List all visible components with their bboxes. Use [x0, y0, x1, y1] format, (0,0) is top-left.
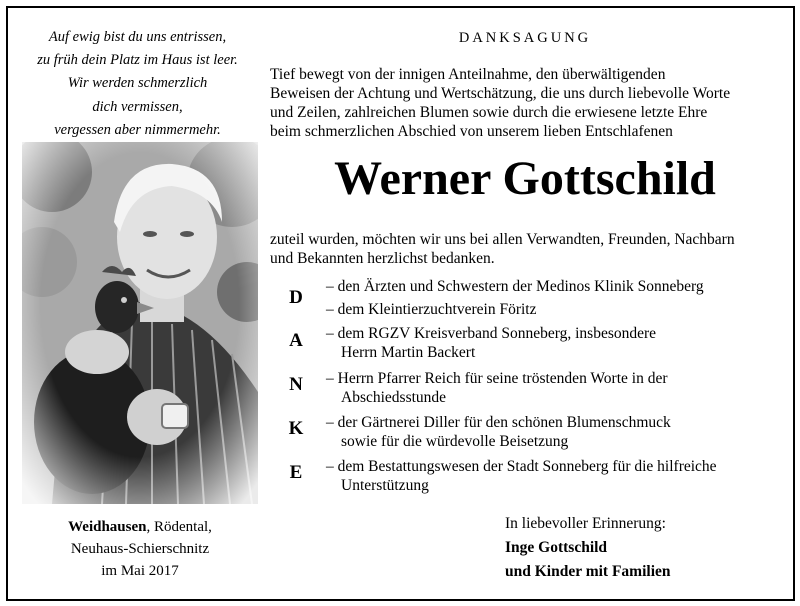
danke-item: [326, 300, 786, 319]
poem-line: vergessen aber nimmermehr.: [54, 121, 221, 138]
intro-line: Beweisen der Achtung und Wertschätzung, die uns durch liebevolle Worte: [270, 85, 731, 102]
signer-family: und Kinder mit Familien: [505, 563, 671, 580]
danke-item: [326, 457, 786, 495]
signer-name: Inge Gottschild: [505, 539, 608, 556]
danke-item-line: – den Ärzten und Schwestern der Medinos Klinik Sonneberg: [326, 278, 704, 295]
intro-line: beim schmerzlichen Abschied von unserem lieben Entschlafenen: [270, 123, 673, 140]
thanks-line: und Bekannten herzlichst bedanken.: [270, 250, 495, 267]
danke-item: [326, 369, 786, 407]
danke-item-line: – dem Bestattungswesen der Stadt Sonneberg für die hilfreiche: [326, 458, 717, 475]
poem-line: dich vermissen,: [92, 98, 183, 115]
danke-item: [326, 324, 786, 362]
portrait-photo: [22, 142, 258, 504]
danke-letter: A: [289, 330, 303, 351]
poem-line: zu früh dein Platz im Haus ist leer.: [37, 52, 238, 69]
thanks-text: [270, 230, 790, 268]
poem-line: Wir werden schmerzlich: [67, 75, 208, 92]
intro-text: [270, 65, 790, 141]
danke-item-line: – Herrn Pfarrer Reich für seine tröstenden Worte in der: [326, 370, 668, 387]
closing-intro: In liebevoller Erinnerung:: [505, 515, 666, 532]
portrait-illustration: [22, 142, 258, 504]
danke-item-line: sowie für die würdevolle Beisetzung: [341, 433, 569, 450]
notice-heading: DANKSAGUNG: [458, 30, 592, 46]
memorial-poem: [20, 26, 255, 142]
thanks-line: zuteil wurden, möchten wir uns bei allen Verwandten, Freunden, Nachbarn: [270, 231, 735, 248]
danke-item-line: Herrn Martin Backert: [341, 344, 476, 361]
danke-item-line: – dem Kleintierzuchtverein Föritz: [326, 301, 537, 318]
danke-letter: K: [288, 418, 304, 439]
danke-letter: N: [289, 374, 303, 395]
place-line-1: [20, 516, 260, 538]
danke-letter: D: [289, 287, 303, 308]
danke-letter: E: [289, 462, 303, 483]
poem-line: Auf ewig bist du uns entrissen,: [48, 29, 227, 45]
date-line: im Mai 2017: [101, 563, 179, 579]
place-line-2: Neuhaus-Schierschnitz: [70, 541, 210, 557]
deceased-name: Werner Gottschild: [334, 152, 716, 205]
danke-item: [326, 277, 786, 296]
danke-item-line: Unterstützung: [341, 477, 429, 494]
danke-item-line: – der Gärtnerei Diller für den schönen Blumenschmuck: [326, 414, 671, 431]
intro-line: Tief bewegt von der innigen Anteilnahme, den überwältigenden: [270, 66, 666, 83]
danke-item-line: Abschiedsstunde: [341, 389, 447, 406]
closing-signature: [505, 512, 785, 584]
place-and-date: [20, 516, 260, 582]
intro-line: und Zeilen, zahlreichen Blumen sowie durch die erwiesene letzte Ehre: [270, 104, 708, 121]
danke-item-line: – dem RGZV Kreisverband Sonneberg, insbesondere: [326, 325, 657, 342]
place-town-bold: Weidhausen: [68, 519, 147, 535]
place-town-rest: , Rödental,: [146, 519, 212, 535]
danke-item: [326, 413, 786, 451]
